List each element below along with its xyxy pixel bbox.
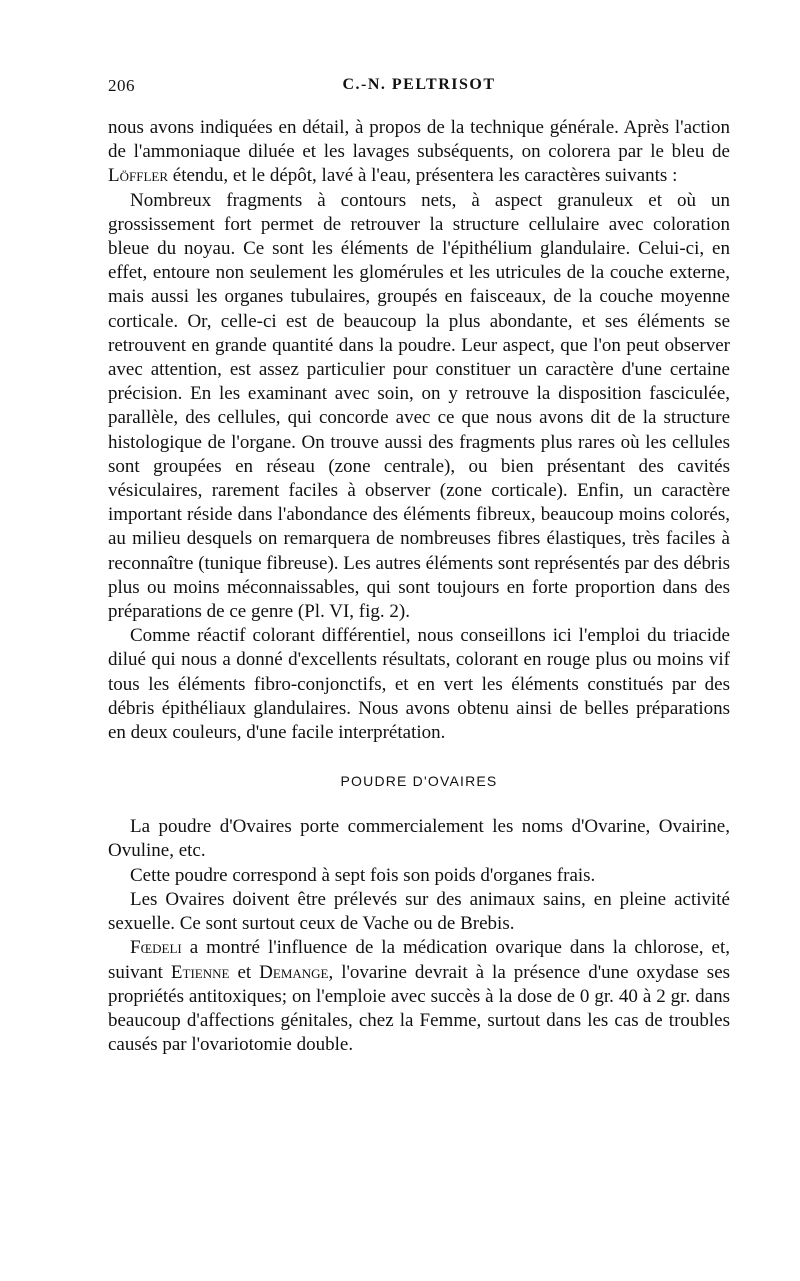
section-body-2 [108,815,730,1057]
running-head [108,76,730,102]
book-page [108,76,730,1057]
paragraph-text: et [237,961,252,983]
paragraph-continued [108,116,730,189]
paragraph-reagent: Comme réactif colorant différentiel, nous conseillons ici l'emploi du triacide dilué qui nous a donné d'excellents résultats, colorant en rouge plus ou moins vif tous les éléments fibro-conjonctifs, et en vert les éléments constitués par des débris épithéliaux glandulaires. Nous avons obtenu ainsi de belles préparations en deux couleurs, d'une facile interprétation. [108,625,730,744]
author-name-foedeli: Fœdeli [130,937,182,959]
paragraph-text: étendu, et le dépôt, lavé à l'eau, présentera les caractères suivants : [172,165,678,187]
author-name-loffler: Löffler [108,165,169,187]
paragraph-fragments: Nombreux fragments à contours nets, à aspect granuleux et où un grossissement fort permet de retrouver la structure cellulaire avec coloration bleue du noyau. Ce sont les éléments de l'épithélium glandulaire. Celui-ci, en effet, entoure non seulement les glomérules et les utricules de la couche externe, mais aussi les organes tubulaires, groupés en faisceaux, de la couche moyenne corticale. Or, celle-ci est de beaucoup la plus abondante, et ses éléments se retrouvent en grande quantité dans la poudre. Leur aspect, que l'on peut observer avec attention, est assez particulier pour constituer un caractère d'une certaine précision. En les examinant avec soin, on y retrouve la disposition fasciculée, parallèle, des cellules, qui concorde avec ce que nous avons dit de la structure histologique de l'organe. On trouve aussi des fragments plus rares où les cellules sont groupées en réseau (zone centrale), ou bien présentant des cavités vésiculaires, rarement faciles à observer (zone corticale). Enfin, un caractère important réside dans l'abondance des éléments fibreux, beaucoup moins colorés, au milieu desquels on remarquera de nombreuses fibres élastiques, très faciles à reconnaître (tunique fibreuse). Les autres éléments sont représentés par des débris plus ou moins méconnaissables, qui sont toujours en forte proportion dans des préparations de ce genre (Pl. VI, fig. 2). [108,189,731,623]
paragraph-names: La poudre d'Ovaires porte commercialement les noms d'Ovarine, Ovairine, Ovuline, etc. [108,816,730,862]
paragraph-source: Les Ovaires doivent être prélevés sur des animaux sains, en pleine activité sexuelle. Ce sont surtout ceux de Vache ou de Brebis. [108,888,730,935]
author-name-demange: Demange [259,961,329,983]
author-name-etienne: Etienne [170,961,230,983]
paragraph-text: nous avons indiquées en détail, à propos de la technique générale. Après l'action de l'ammoniaque diluée et les lavages subséquents, on colorera par le bleu de [108,117,730,163]
running-title: C.-N. PELTRISOT [342,76,496,93]
page-number: 206 [108,76,135,95]
paragraph-weight: Cette poudre correspond à sept fois son poids d'organes frais. [130,864,596,886]
section-body-1 [108,116,730,745]
paragraph-medication [108,936,730,1057]
paragraph-text: , l'ovarine devrait à la présence d'une oxydase ses propriétés antitoxiques; on l'emploie avec succès à la dose de 0 gr. 40 à 2 gr. dans beaucoup d'affections génitales, chez la Femme, surtout dans les cas de troubles causés par l'ovariotomie double. [108,961,731,1056]
section-heading: POUDRE D'OVAIRES [340,773,498,790]
paragraph-text: a montré l'influence de la médication ovarique dans la chlorose, et, suivant [108,937,730,983]
